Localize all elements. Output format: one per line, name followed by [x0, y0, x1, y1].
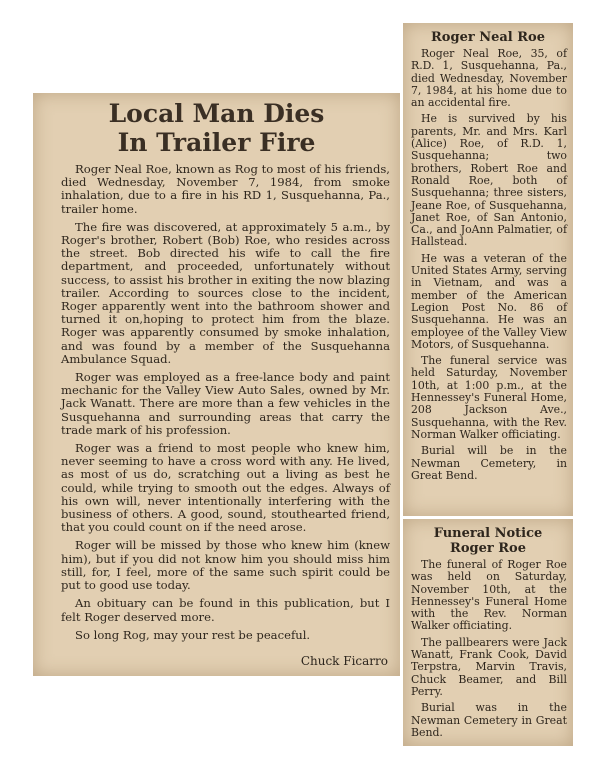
obituary-body	[411, 48, 567, 482]
funeral-notice-title-line-1: Funeral Notice	[433, 526, 543, 541]
obituary-paragraph: He was a veteran of the United States Army, serving in Vietnam, and was a member of the American Legion Post No. 86 of Susquehanna. He was an employee of the Valley View Motors, of Susquehanna.	[411, 251, 567, 351]
funeral-notice-clipping	[403, 519, 573, 746]
funeral-notice-title	[403, 526, 573, 556]
article-paragraph: Roger Neal Roe, known as Rog to most of his friends, died Wednesday, November 7, 1984, from smoke inhalation, due to a fire in his RD 1, Susquehanna, Pa., trailer home.	[61, 162, 390, 216]
article-paragraph: The fire was discovered, at approximately 5 a.m., by Roger's brother, Robert (Bob) Roe, who resides across the street. Bob directed his wife to call the fire department, and proceeded, unfortunately without success, to assist his brother in exiting the now blazing trailer. According to sources close to the incident, Roger apparently went into the bathroom shower and turned it on,hoping to protect him from the blaze. Roger was apparently consumed by smoke inhalation, and was found by a member of the Susquehanna Ambulance Squad.	[61, 219, 390, 366]
funeral-notice-paragraph: The funeral of Roger Roe was held on Saturday, November 10th, at the Hennessey's Funeral Home with the Rev. Norman Walker officiating.	[411, 558, 567, 633]
headline-line-1: Local Man Dies	[108, 99, 325, 128]
article-paragraph: An obituary can be found in this publication, but I felt Roger deserved more.	[61, 596, 390, 624]
article-paragraph: Roger will be missed by those who knew him (knew him), but if you did not know him you should miss him still, for, I feel, more of the same such spirit could be put to good use today.	[61, 538, 390, 593]
obituary-paragraph: Roger Neal Roe, 35, of R.D. 1, Susquehanna, Pa., died Wednesday, November 7, 1984, at his home due to an accidental fire.	[411, 47, 567, 110]
funeral-notice-paragraph: The pallbearers were Jack Wanatt, Frank Cook, David Terpstra, Marvin Travis, Chuck Beamer, and Bill Perry.	[411, 635, 567, 698]
funeral-notice-paragraph: Burial was in the Newman Cemetery in Great Bend.	[411, 701, 567, 739]
main-article-clipping	[33, 93, 400, 676]
article-body	[61, 163, 390, 642]
byline: Chuck Ficarro	[300, 654, 388, 668]
funeral-notice-title-line-2: Roger Roe	[450, 541, 526, 556]
obituary-title: Roger Neal Roe	[431, 30, 545, 45]
article-paragraph: Roger was employed as a free-lance body and paint mechanic for the Valley View Auto Sales, owned by Mr. Jack Wanatt. There are more than a few vehicles in the Susquehanna and surrounding areas that carry the trade mark of his profession.	[61, 370, 390, 437]
obituary-clipping	[403, 23, 573, 516]
headline	[33, 99, 400, 157]
obituary-paragraph: Burial will be in the Newman Cemetery, in Great Bend.	[411, 444, 567, 482]
obituary-paragraph: He is survived by his parents, Mr. and Mrs. Karl (Alice) Roe, of R.D. 1, Susquehanna; two brothers, Robert Roe and Ronald Roe, both of Susquehanna; three sisters, Jeane Roe, of Susquehanna, Janet Roe, of San Antonio, Ca., and JoAnn Palmatier, of Hallstead.	[411, 112, 567, 249]
article-paragraph: So long Rog, may your rest be peaceful.	[75, 627, 311, 642]
headline-line-2: In Trailer Fire	[117, 128, 316, 157]
obituary-paragraph: The funeral service was held Saturday, November 10th, at 1:00 p.m., at the Hennessey's Funeral Home, 208 Jackson Ave., Susquehanna, with the Rev. Norman Walker officiating.	[411, 354, 567, 441]
funeral-notice-body	[411, 559, 567, 739]
article-paragraph: Roger was a friend to most people who knew him, never seeming to have a cross word with any. He lived, as most of us do, scratching out a living as best he could, while trying to smooth out the edges. Always of his own will, never intentionally interfering with the business of others. A good, sound, stouthearted friend, that you could count on if the need arose.	[61, 441, 390, 535]
